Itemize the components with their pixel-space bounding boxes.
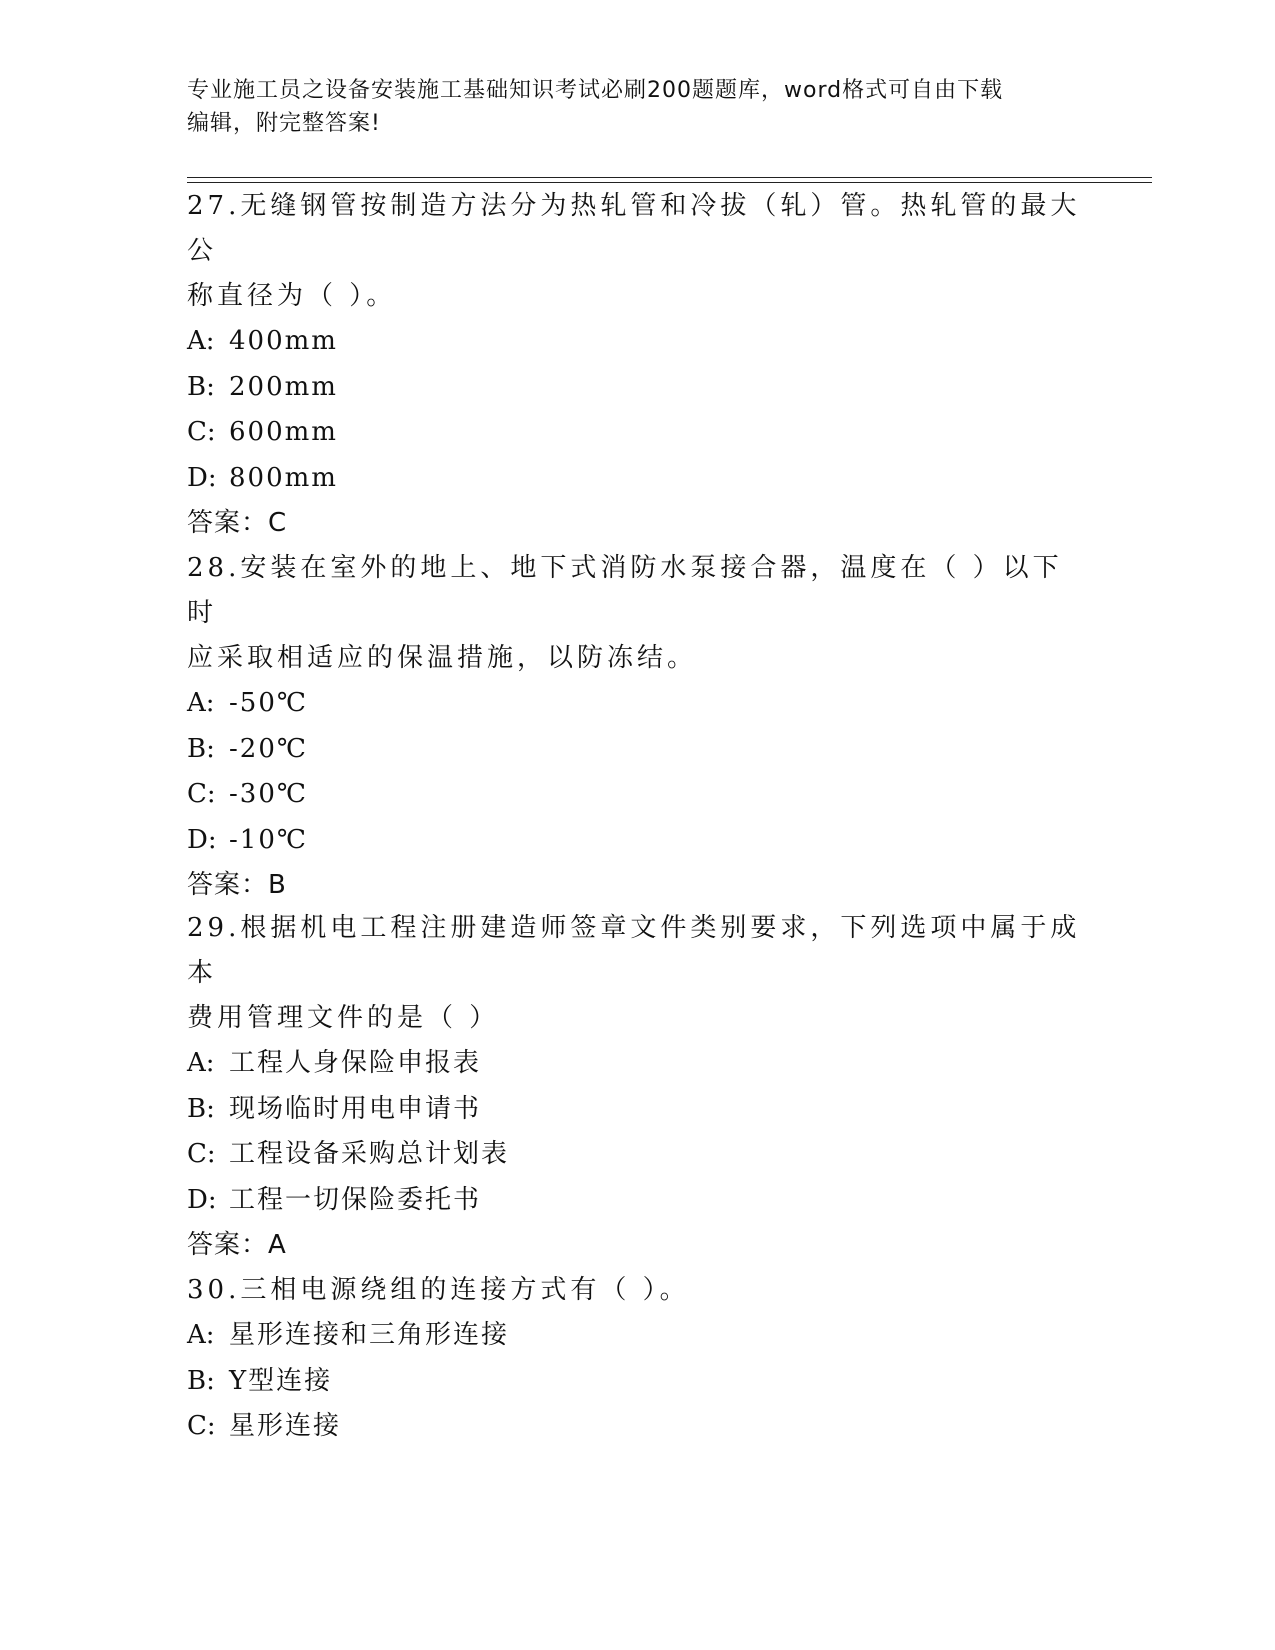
answer-line: 答案：C	[187, 508, 288, 538]
option-b	[187, 1359, 1087, 1405]
option-letter: A:	[187, 1048, 215, 1078]
question-stem	[187, 1268, 1087, 1313]
option-letter: A:	[187, 688, 215, 718]
option-text: -20℃	[229, 733, 308, 764]
option-letter: D:	[187, 462, 217, 493]
option-text: 工程一切保险委托书	[229, 1184, 482, 1215]
option-text: 星形连接	[229, 1411, 342, 1441]
option-text: 现场临时用电申请书	[229, 1093, 482, 1124]
question-stem-line: 应采取相适应的保温措施，以防冻结。	[187, 643, 698, 673]
option-c	[187, 1404, 1087, 1450]
option-text: -10℃	[229, 824, 308, 855]
option-c	[187, 1132, 1087, 1178]
question-stem-line: 29.根据机电工程注册建造师签章文件类别要求，下列选项中属于成本	[187, 913, 1081, 988]
option-letter: A:	[187, 326, 215, 356]
header-divider-top	[187, 177, 1152, 178]
option-a	[187, 1041, 1087, 1087]
option-letter: C:	[187, 779, 216, 809]
option-text: 200mm	[229, 371, 338, 402]
option-a	[187, 319, 1087, 365]
question-stem-line: 费用管理文件的是（ ）	[187, 1003, 500, 1033]
question-stem	[187, 546, 1087, 681]
header-line-1: 专业施工员之设备安装施工基础知识考试必刷200题题库，word格式可自由下载	[187, 78, 1004, 103]
option-text: 工程设备采购总计划表	[229, 1139, 510, 1169]
question-stem-line: 27.无缝钢管按制造方法分为热轧管和冷拔（轧）管。热轧管的最大公	[187, 191, 1081, 266]
option-b	[187, 727, 1087, 773]
option-letter: D:	[187, 1184, 217, 1215]
header-line-2: 编辑，附完整答案!	[187, 111, 381, 136]
option-text: 工程人身保险申报表	[229, 1048, 482, 1078]
option-letter: B:	[187, 1093, 215, 1124]
option-c	[187, 410, 1087, 456]
option-b	[187, 365, 1087, 411]
option-text: Y型连接	[229, 1365, 333, 1396]
option-c	[187, 772, 1087, 818]
option-letter: C:	[187, 417, 216, 447]
answer-line: 答案：A	[187, 1230, 287, 1260]
option-letter: C:	[187, 1139, 216, 1169]
question-30	[187, 1268, 1087, 1450]
option-a	[187, 1313, 1087, 1359]
option-d	[187, 456, 1087, 502]
question-stem-line: 称直径为（ ）。	[187, 281, 397, 311]
option-letter: B:	[187, 1365, 215, 1396]
option-text: 600mm	[229, 417, 338, 447]
option-text: 星形连接和三角形连接	[229, 1320, 510, 1350]
question-28	[187, 546, 1087, 907]
header-divider-bottom	[187, 182, 1152, 183]
option-b	[187, 1087, 1087, 1133]
option-letter: C:	[187, 1411, 216, 1441]
question-29	[187, 906, 1087, 1267]
option-letter: B:	[187, 733, 215, 764]
option-text: 400mm	[229, 326, 338, 356]
document-header	[187, 74, 1087, 140]
option-letter: A:	[187, 1320, 215, 1350]
question-stem-line: 30.三相电源绕组的连接方式有（ ）。	[187, 1275, 690, 1305]
question-stem	[187, 184, 1087, 319]
question-stem-line: 28.安装在室外的地上、地下式消防水泵接合器，温度在（ ）以下时	[187, 553, 1063, 628]
option-text: -50℃	[229, 688, 308, 718]
option-d	[187, 1178, 1087, 1224]
question-27	[187, 184, 1087, 545]
answer-line: 答案：B	[187, 870, 287, 900]
option-letter: B:	[187, 371, 215, 402]
option-d	[187, 818, 1087, 864]
option-text: 800mm	[229, 462, 338, 493]
option-a	[187, 681, 1087, 727]
option-letter: D:	[187, 824, 217, 855]
question-stem	[187, 906, 1087, 1041]
option-text: -30℃	[229, 779, 308, 809]
